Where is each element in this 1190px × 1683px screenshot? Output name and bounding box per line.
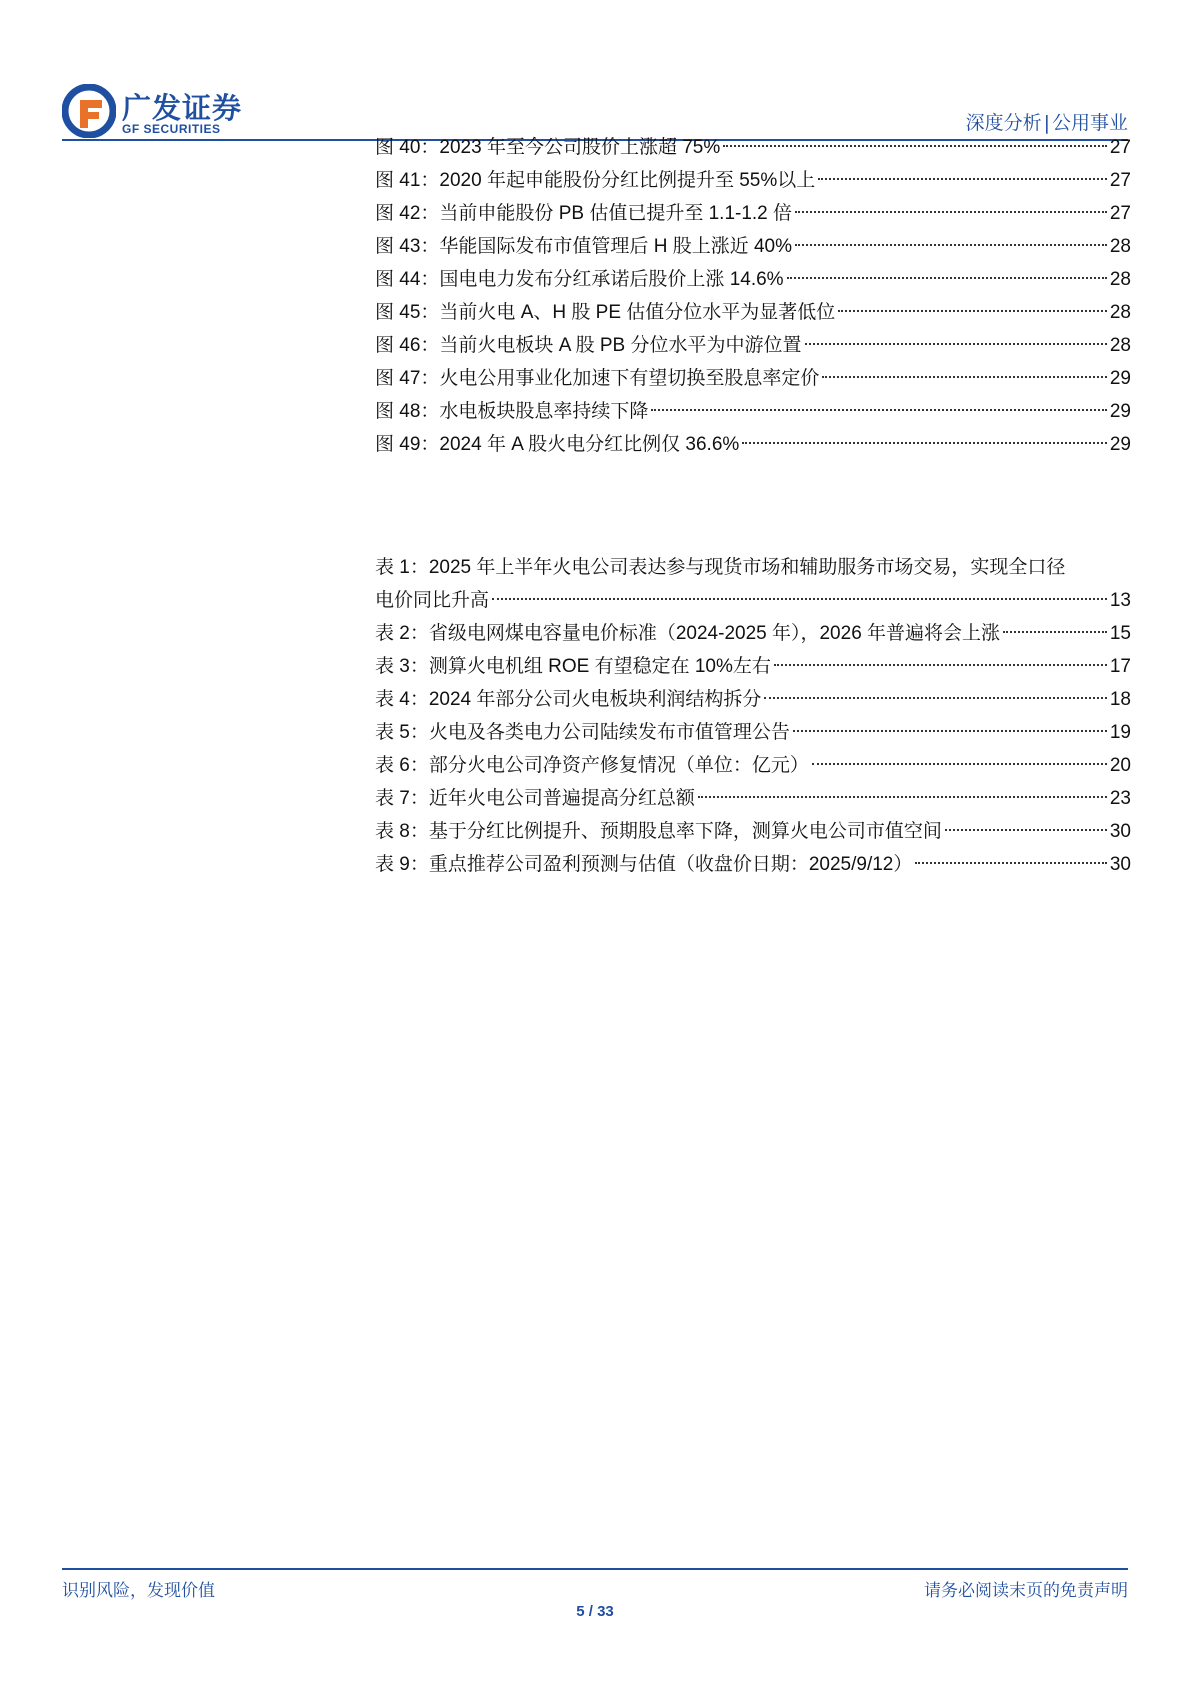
toc-entry-page: 27 [1109, 137, 1131, 158]
toc-entry-label: 表 7：近年火电公司普遍提高分红总额 [375, 788, 695, 809]
toc-entry[interactable] [375, 584, 1131, 617]
toc-entry[interactable] [375, 362, 1131, 395]
toc-entry-label: 图 46：当前火电板块 A 股 PB 分位水平为中游位置 [375, 335, 802, 356]
toc-leader-dots [818, 178, 1107, 180]
toc-entry-label: 电价同比升高 [375, 590, 490, 611]
toc-entry[interactable] [375, 230, 1131, 263]
toc-entry[interactable] [375, 164, 1131, 197]
toc-entry-label: 图 43：华能国际发布市值管理后 H 股上涨近 40% [375, 236, 792, 257]
toc-entry-page: 29 [1109, 368, 1131, 389]
toc-entry-label: 表 3：测算火电机组 ROE 有望稳定在 10%左右 [375, 656, 771, 677]
toc-entry-label: 表 4：2024 年部分公司火电板块利润结构拆分 [375, 689, 762, 710]
toc-leader-dots [793, 730, 1107, 732]
figure-toc [375, 131, 1131, 461]
toc-entry-page: 15 [1109, 623, 1131, 644]
toc-entry-page: 28 [1109, 302, 1131, 323]
toc-leader-dots [805, 343, 1107, 345]
toc-entry[interactable] [375, 131, 1131, 164]
toc-entry-label: 图 40：2023 年至今公司股价上涨超 75% [375, 137, 721, 158]
toc-entry-page: 18 [1109, 689, 1131, 710]
logo-chinese-name: 广发证券 [122, 91, 243, 125]
toc-entry-page: 28 [1109, 269, 1131, 290]
toc-entry-page: 27 [1109, 203, 1131, 224]
toc-entry-label: 表 9：重点推荐公司盈利预测与估值（收盘价日期：2025/9/12） [375, 854, 913, 875]
toc-entry-label: 图 44：国电电力发布分红承诺后股价上涨 14.6% [375, 269, 784, 290]
toc-entry[interactable] [375, 848, 1131, 881]
toc-leader-dots [915, 862, 1106, 864]
disclaimer-link[interactable]: 请务必阅读末页的免责声明 [924, 1581, 1128, 1601]
toc-leader-dots [945, 829, 1107, 831]
toc-leader-dots [742, 442, 1107, 444]
toc-entry-label: 表 2：省级电网煤电容量电价标准（2024-2025 年），2026 年普遍将会上涨 [375, 623, 1001, 644]
toc-entry[interactable] [375, 197, 1131, 230]
toc-leader-dots [812, 763, 1107, 765]
toc-leader-dots [795, 244, 1107, 246]
footer-slogan: 识别风险，发现价值 [62, 1581, 215, 1601]
report-type: 深度分析 [965, 112, 1042, 134]
toc-entry-label: 图 42：当前申能股份 PB 估值已提升至 1.1-1.2 倍 [375, 203, 793, 224]
toc-entry-label: 图 41：2020 年起申能股份分红比例提升至 55%以上 [375, 170, 816, 191]
company-logo [62, 84, 262, 140]
toc-entry[interactable] [375, 395, 1131, 428]
toc-leader-dots [698, 796, 1107, 798]
toc-entry-page: 17 [1109, 656, 1131, 677]
toc-entry-page: 20 [1109, 755, 1131, 776]
toc-leader-dots [774, 664, 1107, 666]
toc-entry-page: 28 [1109, 236, 1131, 257]
toc-entry-page: 29 [1109, 401, 1131, 422]
logo-english-name: GF SECURITIES [122, 122, 221, 136]
toc-entry-label: 表 6：部分火电公司净资产修复情况（单位：亿元） [375, 755, 809, 776]
toc-entry-label: 图 48：水电板块股息率持续下降 [375, 401, 649, 422]
toc-entry[interactable] [375, 749, 1131, 782]
header-separator: | [1043, 112, 1050, 134]
toc-leader-dots [838, 310, 1107, 312]
toc-entry-page: 19 [1109, 722, 1131, 743]
toc-entry-label[interactable]: 表 1：2025 年上半年火电公司表达参与现货市场和辅助服务市场交易，实现全口径 [375, 557, 1066, 578]
toc-entry[interactable] [375, 782, 1131, 815]
toc-entry-page: 30 [1109, 821, 1131, 842]
toc-entry[interactable] [375, 683, 1131, 716]
toc-entry-page: 23 [1109, 788, 1131, 809]
table-toc [375, 551, 1131, 881]
toc-entry[interactable] [375, 428, 1131, 461]
toc-entry-page: 29 [1109, 434, 1131, 455]
toc-entry[interactable] [375, 650, 1131, 683]
toc-leader-dots [492, 598, 1107, 600]
toc-entry-page: 28 [1109, 335, 1131, 356]
toc-entry[interactable] [375, 716, 1131, 749]
toc-entry[interactable] [375, 263, 1131, 296]
toc-entry-label: 图 47：火电公用事业化加速下有望切换至股息率定价 [375, 368, 820, 389]
toc-leader-dots [651, 409, 1106, 411]
toc-entry-page: 30 [1109, 854, 1131, 875]
toc-entry[interactable] [375, 815, 1131, 848]
toc-leader-dots [1003, 631, 1107, 633]
footer-divider [62, 1568, 1128, 1570]
toc-leader-dots [723, 145, 1107, 147]
gf-logo-icon [62, 84, 116, 138]
toc-entry-label: 图 49：2024 年 A 股火电分红比例仅 36.6% [375, 434, 740, 455]
toc-leader-dots [764, 697, 1106, 699]
report-sector: 公用事业 [1051, 112, 1128, 134]
page-number: 5 / 33 [576, 1603, 614, 1620]
toc-entry-page: 27 [1109, 170, 1131, 191]
toc-entry[interactable] [375, 617, 1131, 650]
toc-entry[interactable] [375, 296, 1131, 329]
toc-leader-dots [795, 211, 1107, 213]
toc-entry-label: 表 8：基于分红比例提升、预期股息率下降，测算火电公司市值空间 [375, 821, 942, 842]
toc-leader-dots [787, 277, 1107, 279]
toc-entry-page: 13 [1109, 590, 1131, 611]
toc-entry-label: 表 5：火电及各类电力公司陆续发布市值管理公告 [375, 722, 790, 743]
toc-leader-dots [822, 376, 1106, 378]
toc-entry-label: 图 45：当前火电 A、H 股 PE 估值分位水平为显著低位 [375, 302, 836, 323]
toc-entry[interactable] [375, 329, 1131, 362]
